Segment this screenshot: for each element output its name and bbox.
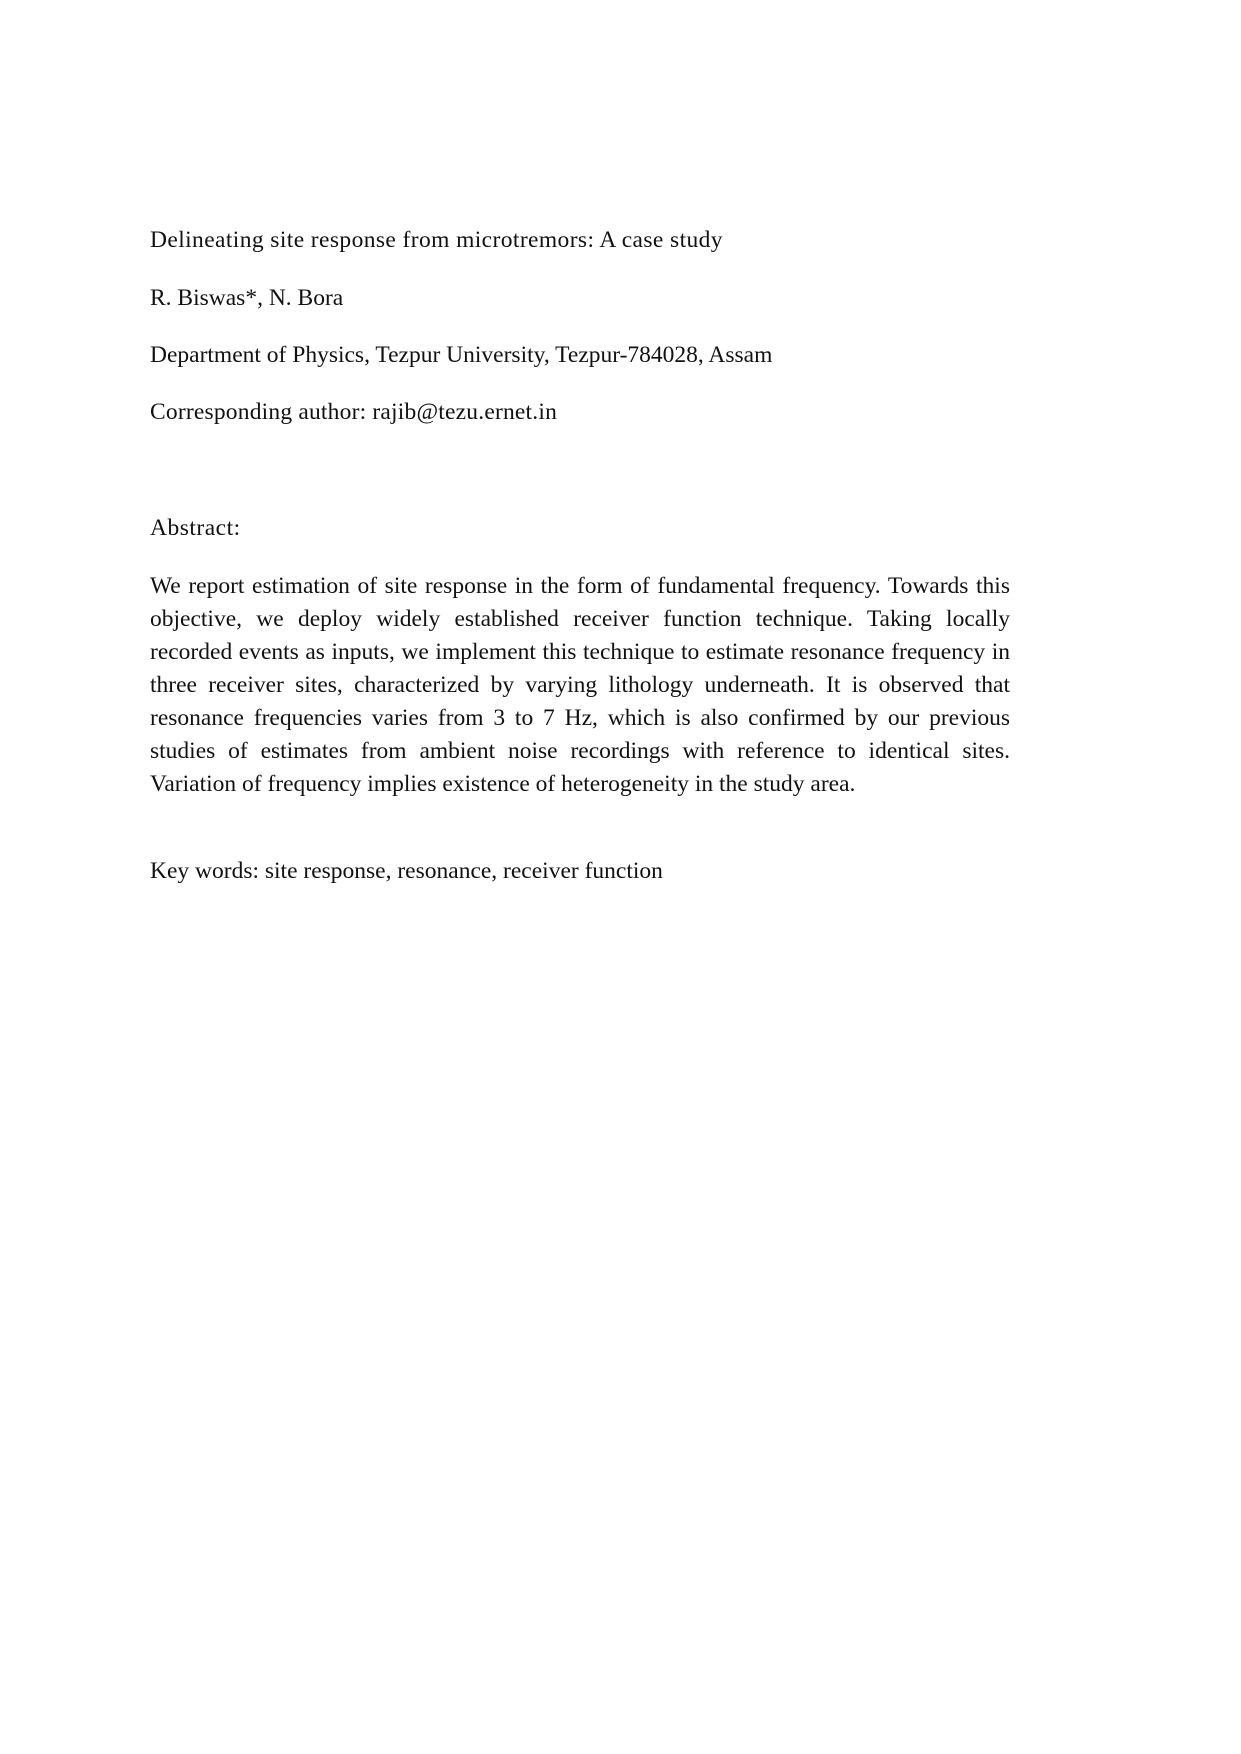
author-list: R. Biswas*, N. Bora [150, 285, 344, 311]
abstract-body: We report estimation of site response in the form of fundamental frequency. Towards this objective, we deploy widely established receiver function technique. Taking locally recorded events as inputs, we implement this technique to estimate resonance frequency in three receiver sites, characterized by varying lithology underneath. It is observed that resonance frequencies varies from 3 to 7 Hz, which is also confirmed by our previous studies of estimates from ambient noise recordings with reference to identical sites. Variation of frequency implies existence of heterogeneity in the study area. [150, 573, 1010, 797]
paper-title: Delineating site response from microtremors: A case study [150, 227, 723, 253]
corresponding-author: Corresponding author: rajib@tezu.ernet.in [150, 399, 558, 425]
affiliation: Department of Physics, Tezpur University, Tezpur-784028, Assam [150, 342, 773, 368]
keywords: Key words: site response, resonance, receiver function [150, 858, 663, 884]
abstract-heading: Abstract: [150, 515, 241, 541]
